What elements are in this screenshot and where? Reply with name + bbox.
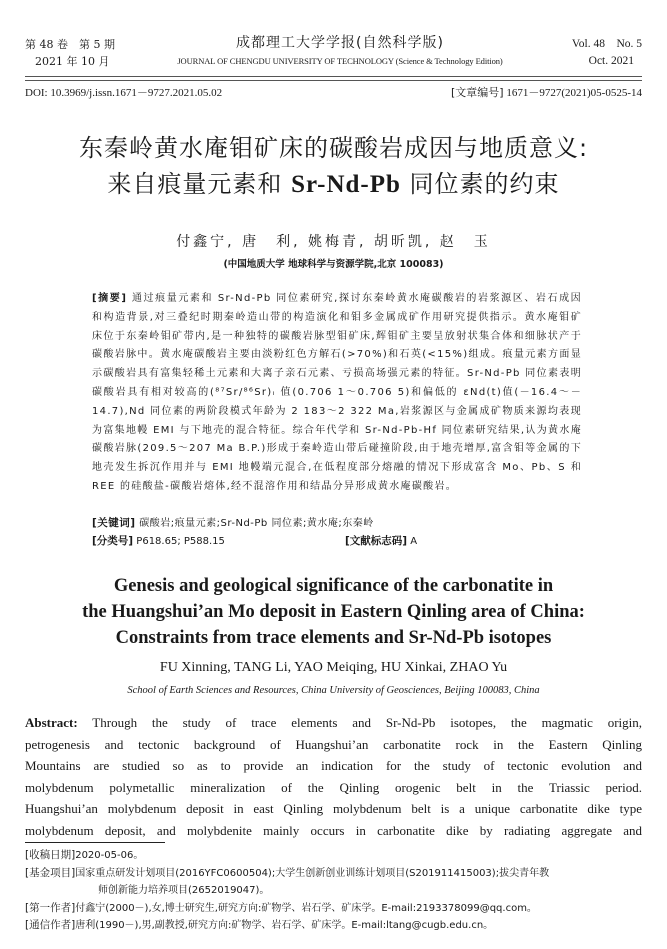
- journal-name-cn: 成都理工大学学报(自然科学版): [236, 35, 444, 51]
- title-isotope-text: Sr-Nd-Pb: [291, 171, 401, 198]
- footnote-fund: [25, 865, 645, 883]
- classification-text: P618.65; P588.15: [136, 536, 225, 547]
- abstract-cn-text: 通过痕量元素和 Sr-Nd-Pb 同位素研究,探讨东秦岭黄水庵碳酸岩的岩浆源区、岩石成因和构造背景,对三叠纪时期秦岭造山带的构造演化和钼多金属成矿作用研究提供指示。黄水庵钼矿床位于东秦岭钼矿带内,是一种独特的碳酸岩脉型钼矿床,辉钼矿主要呈放射状集合体和细脉状产于碳酸岩脉中。黄水庵碳酸岩主要由淡粉红色方解石(>70%)和石英(<15%)组成。痕量元素方面显示碳酸岩具有富集轻稀土元素和大离子亲石元素、亏损高场强元素的特征。Sr-Nd-Pb 同位素表明碳酸岩具有相对较高的(⁸⁷Sr/⁸⁶Sr)ᵢ 值(0.706 1～0.706 5)和偏低的 εNd(t)值(－16.4～－14.7),Nd 同位素的两阶段模式年龄为 2 183～2 322 Ma,岩浆源区与金属成矿物质来源均表现为富集地幔 EMI 与下地壳的混合特征。综合年代学和 Sr-Nd-Pb-Hf 同位素研究结果,认为黄水庵碳酸岩脉(209.5～207 Ma B.P.)形成于秦岭造山带后碰撞阶段,由于地壳增厚,富含钼等金属的下地壳发生拆沉作用并与 EMI 地幔端元混合,在低程度部分熔融的情况下形成富含 Mo、Pb、S 和 REE 的硅酸盐-碳酸岩熔体,经不混溶作用和结晶分异形成黄水庵碳酸岩。: [92, 293, 582, 492]
- corresponding-author-text: 唐利(1990－),男,副教授,研究方向:矿物学、岩石学、矿床学。E-mail:ltang@cugb.edu.cn。: [75, 920, 494, 932]
- classification-label: [分类号]: [92, 535, 134, 547]
- received-date: 2020-05-06。: [75, 850, 144, 861]
- abstract-cn-label: [摘要]: [92, 293, 128, 304]
- corresponding-author-label: [通信作者]: [25, 919, 76, 932]
- keywords-text: 碳酸岩;痕量元素;Sr-Nd-Pb 同位素;黄水庵;东秦岭: [139, 518, 374, 529]
- header-volume-issue-en: [572, 36, 642, 70]
- journal-name-en: JOURNAL OF CHENGDU UNIVERSITY OF TECHNOLOGY (Science & Technology Edition): [177, 56, 503, 66]
- abstract-en: [25, 712, 642, 842]
- abstract-en-line: Huangshui’an molybdenum deposit in east Qinling molybdenum belt is a unique carbonatite dike type: [25, 801, 642, 817]
- paper-title-en: [0, 573, 667, 651]
- article-number: [451, 84, 642, 100]
- first-author-text: 付鑫宁(2000－),女,博士研究生,研究方向:矿物学、岩石学、矿床学。E-mail:2193378099@qq.com。: [75, 902, 537, 914]
- article-number-label: [文章编号]: [451, 86, 504, 99]
- abstract-en-line: [25, 712, 642, 734]
- date-cn: 2021 年 10 月: [35, 55, 110, 68]
- paper-title-cn: [0, 130, 667, 203]
- journal-name: [140, 34, 540, 69]
- document-code-label: [文献标志码]: [345, 535, 408, 547]
- paper-title-cn-line1: 东秦岭黄水庵钼矿床的碳酸岩成因与地质意义:: [78, 134, 589, 162]
- date-en: Oct. 2021: [588, 55, 634, 67]
- abstract-en-label: Abstract:: [25, 715, 78, 730]
- footnote-corresponding-author: [25, 917, 645, 935]
- footnotes: [25, 847, 645, 935]
- abstract-cn: [92, 290, 582, 497]
- fund-text-continued: 师创新能力培养项目(2652019047)。: [98, 885, 270, 897]
- abstract-en-line: molybdenum deposit, and molybdenite mainly occurs in carbonatite dike by radiating aggregate and: [25, 822, 642, 838]
- document-code-text: A: [410, 536, 418, 547]
- received-label: [收稿日期]: [25, 849, 76, 861]
- paper-title-cn-line2: [0, 166, 667, 203]
- abstract-en-line: Mountains are studied so as to provide an indication for the study of tectonic evolution and: [25, 758, 642, 774]
- header-volume-issue: [25, 36, 115, 70]
- footnote-divider: [25, 842, 165, 843]
- authors-cn: 付鑫宁, 唐 利, 姚梅青, 胡昕凯, 赵 玉: [176, 234, 491, 250]
- abstract-en-line: molybdenum polymetallic mineralization of the Qinling orogenic belt in the Triassic period.: [25, 779, 642, 795]
- authors-en: FU Xinning, TANG Li, YAO Meiqing, HU Xinkai, ZHAO Yu: [159, 660, 508, 675]
- title-text: 同位素的约束: [400, 170, 560, 198]
- keywords: [92, 514, 374, 530]
- fund-text: 国家重点研发计划项目(2016YFC0600504);大学生创新创业训练计划项目(S201911415003);拔尖青年教: [75, 867, 550, 879]
- abstract-en-line: petrogenesis and tectonic background of Huangshui’an carbonatite rock in the Eastern Qinling: [25, 736, 642, 752]
- paper-title-en-line1: Genesis and geological significance of the carbonatite in: [113, 576, 554, 596]
- keywords-label: [关键词]: [92, 517, 136, 529]
- paper-title-en-line3: Constraints from trace elements and Sr-Nd-Pb isotopes: [115, 628, 552, 648]
- article-number-value: 1671－9727(2021)05-0525-14: [506, 87, 642, 99]
- doi-link[interactable]: DOI: 10.3969/j.issn.1671－9727.2021.05.02: [25, 87, 223, 99]
- footnote-received: [25, 847, 645, 865]
- fund-label: [基金项目]: [25, 866, 76, 879]
- document-code: [345, 533, 417, 548]
- first-author-label: [第一作者]: [25, 901, 76, 914]
- paper-title-en-line2: the Huangshui’an Mo deposit in Eastern Qinling area of China:: [82, 602, 585, 622]
- title-text: 来自痕量元素和: [107, 170, 292, 198]
- header-divider: [25, 76, 642, 81]
- affiliation-cn: (中国地质大学 地球科学与资源学院,北京 100083): [223, 259, 444, 270]
- classification: [92, 533, 225, 548]
- volume-issue-en: Vol. 48 No. 5: [571, 38, 642, 50]
- footnote-first-author: [25, 900, 645, 918]
- abstract-en-text: Through the study of trace elements and Sr-Nd-Pb isotopes, the magmatic origin,: [77, 715, 642, 730]
- volume-issue-cn: 第 48 卷 第 5 期: [25, 38, 115, 51]
- affiliation-en: School of Earth Sciences and Resources, China University of Geosciences, Beijing 100083, China: [127, 685, 540, 696]
